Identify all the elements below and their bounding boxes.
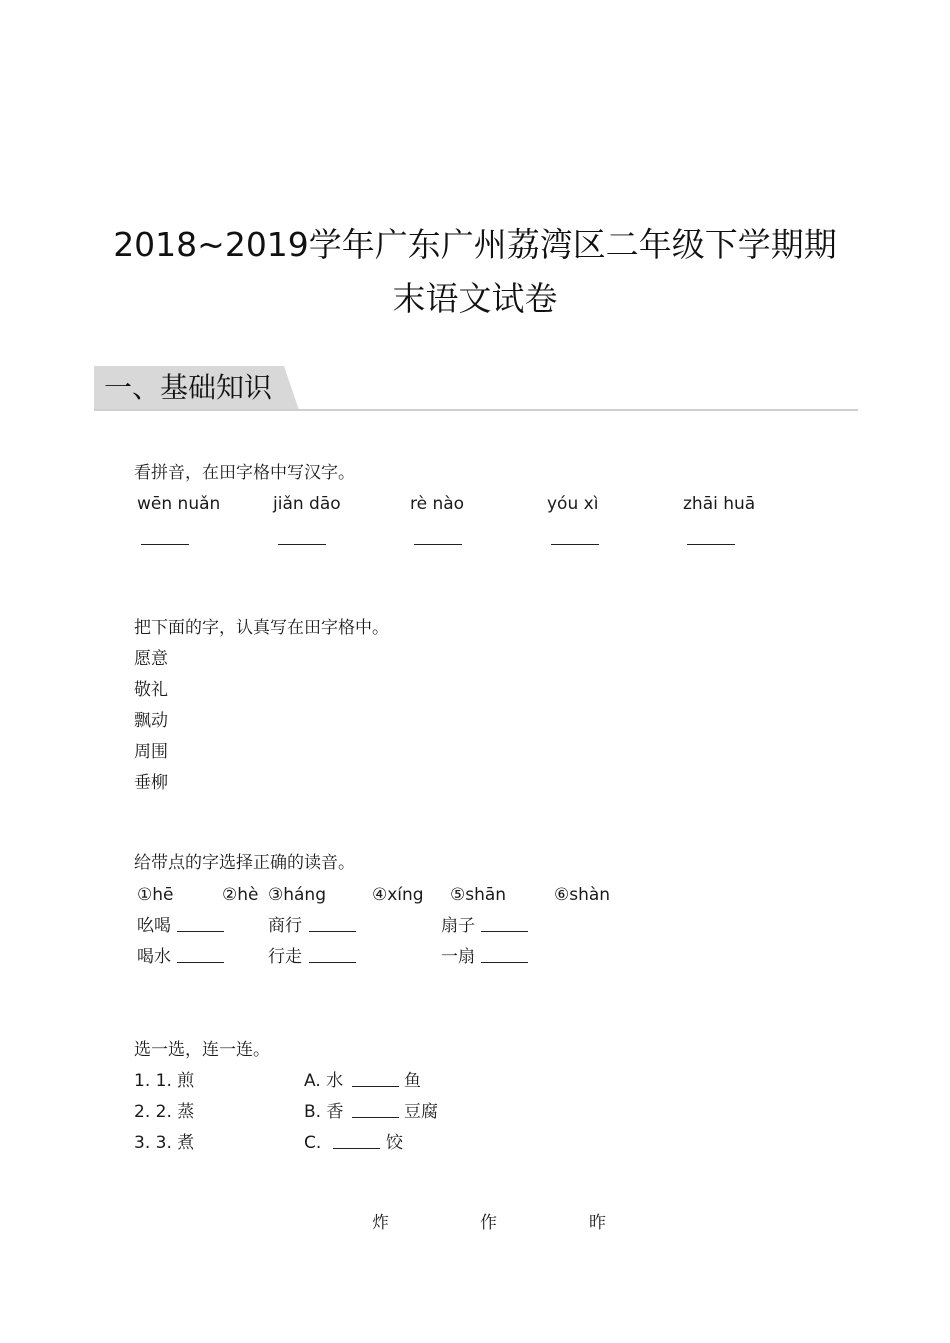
match-left-item: 1. 1. 煎 bbox=[134, 1071, 195, 1091]
match-right-prefix: C. bbox=[304, 1133, 322, 1153]
exam-title bbox=[0, 218, 950, 326]
answer-blank[interactable] bbox=[177, 917, 224, 932]
pinyin-item: yóu xì bbox=[547, 494, 599, 514]
match-left-item: 2. 2. 蒸 bbox=[134, 1102, 195, 1122]
match-right-suffix: 豆腐 bbox=[404, 1102, 438, 1122]
reading-word: 行走 bbox=[268, 947, 302, 967]
answer-blank[interactable] bbox=[141, 530, 189, 545]
word-item: 敬礼 bbox=[134, 680, 168, 700]
choice-char: 炸 bbox=[372, 1213, 389, 1233]
word-item: 飘动 bbox=[134, 711, 168, 731]
answer-blank[interactable] bbox=[551, 530, 599, 545]
answer-blank[interactable] bbox=[352, 1103, 399, 1118]
pinyin-item: jiǎn dāo bbox=[273, 494, 341, 514]
answer-blank[interactable] bbox=[278, 530, 326, 545]
reading-option: ③háng bbox=[268, 885, 326, 905]
word-item: 周围 bbox=[134, 742, 168, 762]
pinyin-item: wēn nuǎn bbox=[137, 494, 221, 514]
reading-option: ①hē bbox=[137, 885, 174, 905]
reading-word: 吆喝 bbox=[137, 916, 171, 936]
match-right-prefix: B. 香 bbox=[304, 1102, 344, 1122]
match-right-prefix: A. 水 bbox=[304, 1071, 344, 1091]
reading-option: ④xíng bbox=[372, 885, 424, 905]
section-divider bbox=[94, 409, 858, 411]
match-right-suffix: 鱼 bbox=[404, 1071, 421, 1091]
word-item: 垂柳 bbox=[134, 773, 168, 793]
q1-instruction: 看拼音，在田字格中写汉字。 bbox=[134, 463, 355, 483]
reading-word: 商行 bbox=[268, 916, 302, 936]
answer-blank[interactable] bbox=[481, 948, 528, 963]
section-heading: 一、基础知识 bbox=[104, 371, 273, 404]
reading-word: 扇子 bbox=[441, 916, 475, 936]
match-left-item: 3. 3. 煮 bbox=[134, 1133, 195, 1153]
choice-char: 作 bbox=[480, 1213, 497, 1233]
reading-word: 一扇 bbox=[441, 947, 475, 967]
answer-blank[interactable] bbox=[309, 917, 356, 932]
q4-instruction: 选一选，连一连。 bbox=[134, 1040, 270, 1060]
reading-option: ⑤shān bbox=[450, 885, 507, 905]
reading-word: 喝水 bbox=[137, 947, 171, 967]
answer-blank[interactable] bbox=[414, 530, 462, 545]
reading-option: ⑥shàn bbox=[554, 885, 611, 905]
answer-blank[interactable] bbox=[333, 1134, 380, 1149]
exam-title-line1: 2018~2019学年广东广州荔湾区二年级下学期期 bbox=[113, 225, 837, 264]
pinyin-item: zhāi huā bbox=[683, 494, 756, 514]
choice-char: 昨 bbox=[589, 1213, 606, 1233]
pinyin-item: rè nào bbox=[410, 494, 465, 514]
answer-blank[interactable] bbox=[687, 530, 735, 545]
q3-instruction: 给带点的字选择正确的读音。 bbox=[134, 853, 355, 873]
answer-blank[interactable] bbox=[481, 917, 528, 932]
word-item: 愿意 bbox=[134, 649, 168, 669]
exam-title-line2: 末语文试卷 bbox=[392, 279, 558, 318]
reading-option: ②hè bbox=[222, 885, 259, 905]
answer-blank[interactable] bbox=[352, 1072, 399, 1087]
q2-instruction: 把下面的字，认真写在田字格中。 bbox=[134, 618, 389, 638]
answer-blank[interactable] bbox=[309, 948, 356, 963]
answer-blank[interactable] bbox=[177, 948, 224, 963]
match-right-suffix: 饺 bbox=[386, 1133, 403, 1153]
